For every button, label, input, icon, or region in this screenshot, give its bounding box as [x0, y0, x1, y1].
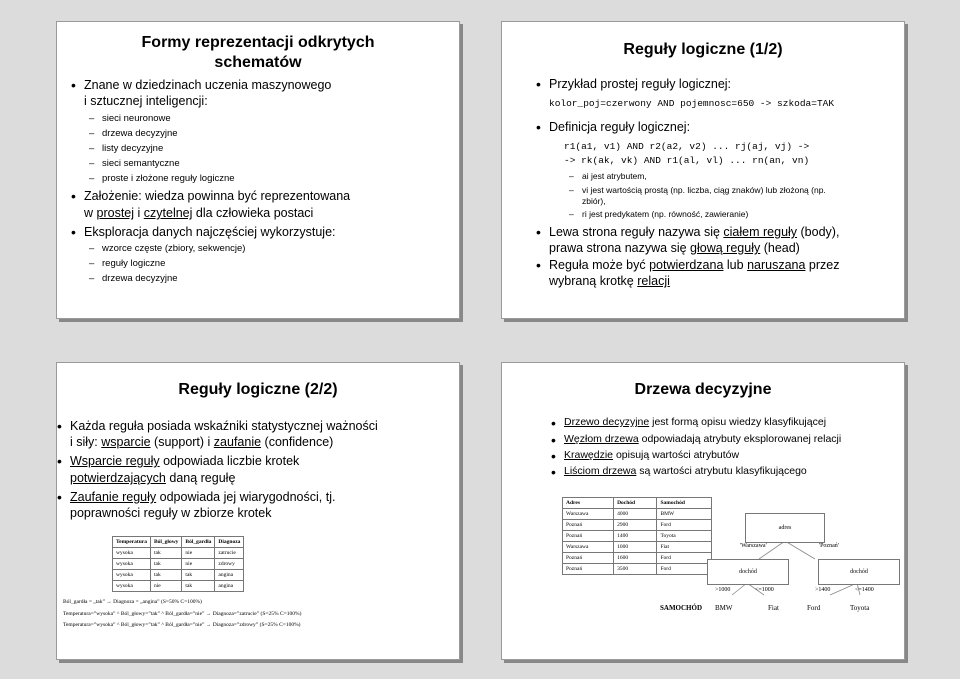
bullet: • Przykład prostej reguły logicznej:	[549, 77, 731, 91]
table-header-cell: Ból_głowy	[150, 537, 181, 548]
table-header-cell: Samochód	[657, 498, 712, 509]
sub-item-cont: zbiór),	[582, 196, 606, 206]
table-row: wysoka tak nie zatrucie	[113, 548, 244, 559]
bullet: • Każda reguła posiada wskaźniki statystycznej ważności	[70, 419, 378, 433]
slide-title: Formy reprezentacji odkrytych schematów	[141, 34, 375, 71]
edge-line	[785, 541, 815, 559]
edge-label: <=1000	[755, 587, 774, 593]
leaf: BMW	[715, 604, 733, 612]
bullet-cont: w prostej i czytelnej dla człowieka postaci	[84, 206, 314, 220]
bullet-cont: i sztucznej inteligencji:	[84, 94, 208, 108]
bullet: • Eksploracja danych najczęściej wykorzystuje:	[84, 225, 336, 239]
table-row: wysoka tak nie zdrowy	[113, 559, 244, 570]
table-header-cell: Adres	[563, 498, 614, 509]
table-header-cell: Dochód	[614, 498, 657, 509]
slide-title: Reguły logiczne (2/2)	[178, 381, 338, 398]
sub-item: – ai jest atrybutem,	[582, 171, 647, 181]
edge-label: >1400	[815, 587, 831, 593]
slide-rules-1	[501, 21, 905, 319]
table-row: Poznań 1400 Toyota	[563, 531, 712, 542]
edge-label: 'Poznań'	[819, 543, 839, 549]
table-row: Warszawa 1000 Fiat	[563, 542, 712, 553]
code-line: r1(a1, v1) AND r2(a2, v2) ... rj(aj, vj) ->	[564, 141, 810, 152]
bullet-cont: potwierdzających daną regułę	[70, 471, 236, 485]
sub-item: – ri jest predykatem (np. równość, zawieranie)	[582, 209, 748, 219]
tree-node: dochód	[818, 559, 900, 585]
table-row: wysoka nie tak angina	[113, 581, 244, 592]
bullet: • Wsparcie reguły odpowiada liczbie krotek	[70, 454, 299, 468]
bullet: • Lewa strona reguły nazywa się ciałem reguły (body),	[549, 225, 839, 239]
edge-label: 'Warszawa'	[740, 543, 767, 549]
bullet: • Definicja reguły logicznej:	[549, 120, 690, 134]
sub-item: – sieci semantyczne	[102, 158, 180, 169]
edge-label: >1000	[715, 587, 731, 593]
rule-line: Temperatura=”wysoka” ^ Ból_głowy=”tak” ^ Ból_gardła=”nie” → Diagnoza=”zatrucie” (S=25% C=100%)	[63, 611, 302, 617]
table-row: wysoka tak tak angina	[113, 570, 244, 581]
sub-item: – listy decyzyjne	[102, 143, 163, 154]
bullet-cont: prawa strona nazywa się głową reguły (head)	[549, 241, 800, 255]
slide-decision-trees	[501, 362, 905, 660]
bullet: • Założenie: wiedza powinna być reprezentowana	[84, 189, 350, 203]
code-line: kolor_poj=czerwony AND pojemnosc=650 -> szkoda=TAK	[549, 98, 835, 109]
table-header-cell: Ból_gardła	[182, 537, 215, 548]
bullet-cont: i siły: wsparcie (support) i zaufanie (confidence)	[70, 435, 334, 449]
slide-forms	[56, 21, 460, 319]
bullet-cont: poprawności reguły w zbiorze krotek	[70, 506, 272, 520]
tree-edges	[502, 363, 904, 659]
leaf: Fiat	[768, 604, 779, 612]
bullet: • Krawędzie opisują wartości atrybutów	[564, 449, 739, 461]
slide-title: Drzewa decyzyjne	[634, 381, 772, 398]
bullet: • Reguła może być potwierdzana lub naruszana przez	[549, 258, 839, 272]
slide-title: Reguły logiczne (1/2)	[623, 41, 783, 58]
table-row: Poznań 2900 Ford	[563, 520, 712, 531]
table-row: Warszawa 4000 BMW	[563, 509, 712, 520]
table-row: Poznań 3500 Ford	[563, 564, 712, 575]
slide-rules-2	[56, 362, 460, 660]
table-row: Poznań 1600 Ford	[563, 553, 712, 564]
edge-label: <=1400	[855, 587, 874, 593]
sub-item: – drzewa decyzyjne	[102, 128, 178, 139]
bullet: • Drzewo decyzyjne jest formą opisu wiedzy klasyfikującej	[564, 416, 826, 428]
table-header-cell: Diagnoza	[215, 537, 244, 548]
bullet: • Znane w dziedzinach uczenia maszynowego	[84, 78, 331, 92]
sub-item: – proste i złożone reguły logiczne	[102, 173, 235, 184]
sub-item: – wzorce częste (zbiory, sekwencje)	[102, 243, 245, 254]
sub-item: – vi jest wartością prostą (np. liczba, ciąg znaków) lub złożoną (np.	[582, 185, 826, 195]
bullet: • Zaufanie reguły odpowiada jej wiarygodności, tj.	[70, 490, 335, 504]
leaf: Toyota	[850, 604, 870, 612]
rule-line: Temperatura=”wysoka” ^ Ból_głowy=”tak” ^ Ból_gardła=”nie” → Diagnoza=”zdrowy” (S=25% C=100%)	[63, 622, 301, 628]
sub-item: – sieci neuronowe	[102, 113, 171, 124]
tree-root-node: adres	[745, 513, 825, 543]
rule-line: Ból_gardła = „tak” → Diagnoza = „angina” (S=50% C=100%)	[63, 599, 202, 605]
bullet: • Liściom drzewa są wartości atrybutu klasyfikującego	[564, 465, 807, 477]
diagnosis-table	[112, 536, 244, 592]
bullet-cont: wybraną krotkę relacji	[549, 274, 670, 288]
table-header-cell: Temperatura	[113, 537, 151, 548]
leaf-label: SAMOCHÓD	[660, 604, 702, 612]
tree-node: dochód	[707, 559, 789, 585]
sub-item: – reguły logiczne	[102, 258, 165, 269]
leaf: Ford	[807, 604, 821, 612]
bullet: • Węzłom drzewa odpowiadają atrybuty eksplorowanej relacji	[564, 433, 841, 445]
sub-item: – drzewa decyzyjne	[102, 273, 178, 284]
code-line: -> rk(ak, vk) AND r1(al, vl) ... rn(an, vn)	[564, 155, 810, 166]
